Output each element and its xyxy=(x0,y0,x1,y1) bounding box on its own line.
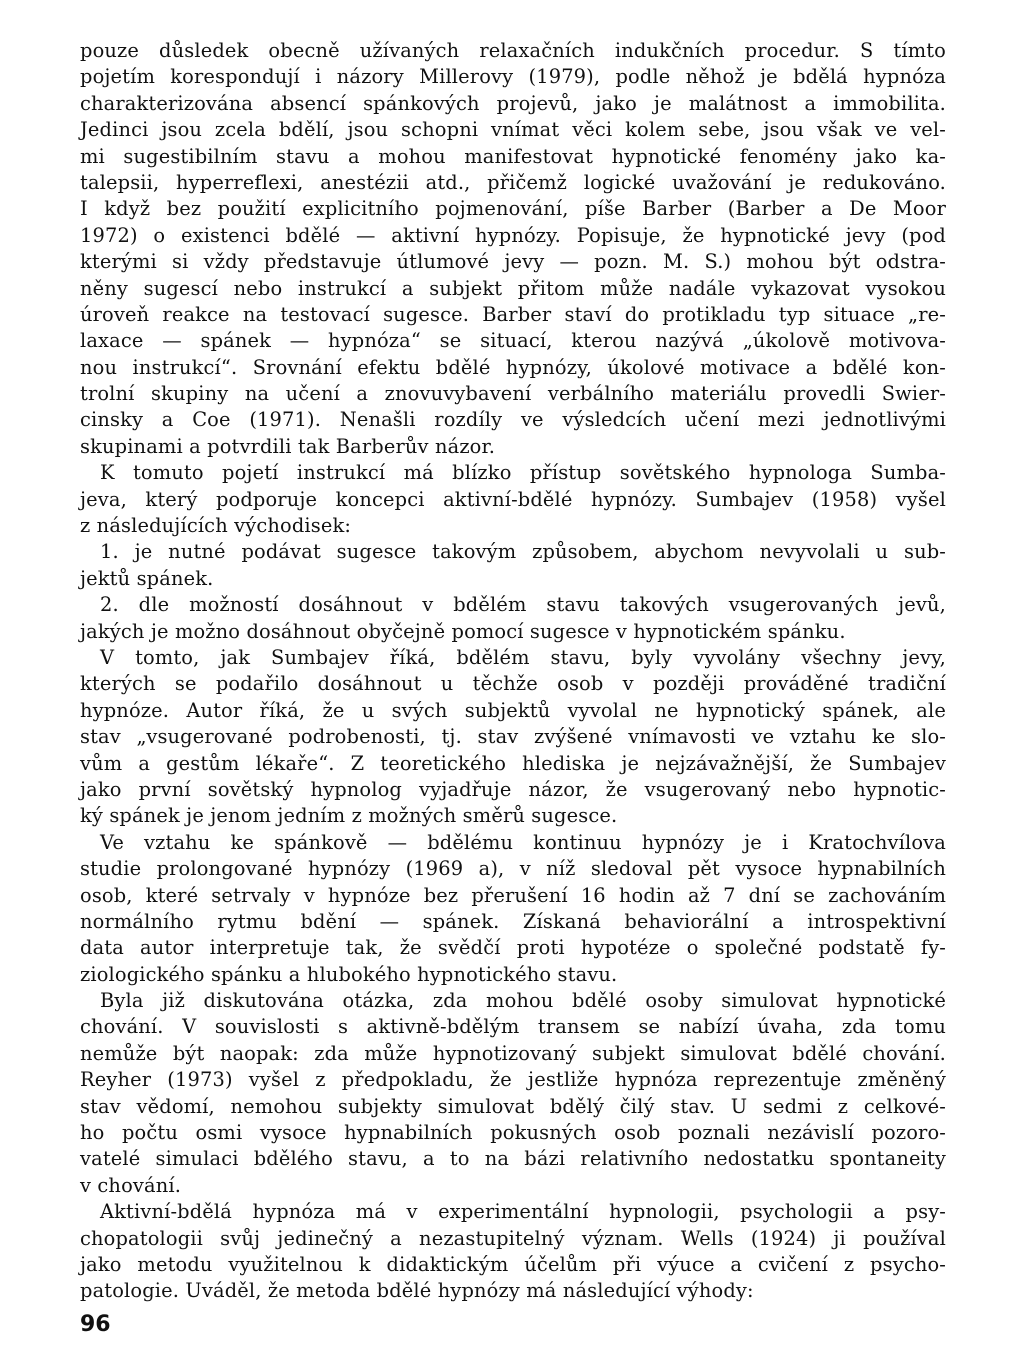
text-line: jako metodu využitelnou k didaktickým účelům při výuce a cvičení z psycho- xyxy=(80,1252,946,1276)
text-line: úroveň reakce na testovací sugesce. Barber staví do protikladu typ situace „re- xyxy=(80,302,946,326)
text-line: Byla již diskutována otázka, zda mohou bdělé osoby simulovat hypnotické xyxy=(100,989,946,1013)
text-line: patologie. Uváděl, že metoda bdělé hypnózy má následující výhody: xyxy=(80,1279,754,1303)
text-line: 1. je nutné podávat sugesce takovým způsobem, abychom nevyvolali u sub- xyxy=(100,540,946,564)
text-line: jeva, který podporuje koncepci aktivní-bdělé hypnózy. Sumbajev (1958) vyšel xyxy=(80,487,946,511)
text-line: pouze důsledek obecně užívaných relaxačních indukčních procedur. S tímto xyxy=(80,39,946,62)
text-line: V tomto, jak Sumbajev říká, bdělém stavu, byly vyvolány všechny jevy, xyxy=(100,645,946,669)
text-line: K tomuto pojetí instrukcí má blízko přístup sovětského hypnologa Sumba- xyxy=(100,461,946,485)
text-line: cinsky a Coe (1971). Nenašli rozdíly ve výsledcích učení mezi jednotlivými xyxy=(80,408,946,432)
text-line: pojetím korespondují i názory Millerovy (1979), podle něhož je bdělá hypnóza xyxy=(80,65,946,89)
page-number: 96 xyxy=(80,1312,111,1337)
page-body xyxy=(80,38,946,1305)
text-line: kterými si vždy představuje útlumové jevy — pozn. M. S.) mohou být odstra- xyxy=(80,250,946,274)
text-line: vatelé simulaci bdělého stavu, a to na bázi relativního nedostatku spontaneity xyxy=(80,1147,946,1171)
text-line: vům a gestům lékaře“. Z teoretického hlediska je nejzávažnější, že Sumbajev xyxy=(80,751,946,775)
text-line: nou instrukcí“. Srovnání efektu bdělé hypnózy, úkolové motivace a bdělé kon- xyxy=(80,355,946,379)
text-line: data autor interpretuje tak, že svědčí proti hypotéze o společné podstatě fy- xyxy=(80,936,946,960)
text-line: ho počtu osmi vysoce hypnabilních pokusných osob poznali nezávislí pozoro- xyxy=(80,1121,946,1145)
text-line: Jedinci jsou zcela bdělí, jsou schopni vnímat věci kolem sebe, jsou však ve vel- xyxy=(80,118,946,142)
text-line: stav „vsugerované podrobenosti, tj. stav zvýšené vnímavosti ve vztahu ke slo- xyxy=(80,725,946,749)
text-line: charakterizována absencí spánkových projevů, jako je malátnost a immobilita. xyxy=(80,91,946,115)
text-line: Reyher (1973) vyšel z předpokladu, že jestliže hypnóza reprezentuje změněný xyxy=(80,1068,946,1092)
text-line: hypnóze. Autor říká, že u svých subjektů vyvolal ne hypnotický spánek, ale xyxy=(80,698,946,722)
text-line: laxace — spánek — hypnóza“ se situací, kterou nazývá „úkolově motivova- xyxy=(80,329,946,353)
text-line: v chování. xyxy=(80,1173,182,1197)
text-line: ziologického spánku a hlubokého hypnotického stavu. xyxy=(80,962,618,986)
text-line: Ve vztahu ke spánkově — bdělému kontinuu hypnózy je i Kratochvílova xyxy=(100,830,946,854)
text-line: 1972) o existenci bdělé — aktivní hypnózy. Popisuje, že hypnotické jevy (pod xyxy=(80,223,946,247)
text-line: jektů spánek. xyxy=(80,566,214,590)
text-line: chování. V souvislosti s aktivně-bdělým transem se nabízí úvaha, zda tomu xyxy=(80,1015,946,1039)
text-line: stav vědomí, nemohou subjekty simulovat bdělý čilý stav. U sedmi z celkové- xyxy=(80,1094,946,1118)
text-line: 2. dle možností dosáhnout v bdělém stavu takových vsugerovaných jevů, xyxy=(100,593,946,617)
text-line: normálního rytmu bdění — spánek. Získaná behaviorální a introspektivní xyxy=(80,909,946,933)
text-line: Aktivní-bdělá hypnóza má v experimentální hypnologii, psychologii a psy- xyxy=(100,1200,946,1224)
text-line: ký spánek je jenom jedním z možných směrů sugesce. xyxy=(80,804,618,828)
text-line: nemůže být naopak: zda může hypnotizovaný subjekt simulovat bdělé chování. xyxy=(80,1041,946,1065)
text-line: studie prolongované hypnózy (1969 a), v níž sledoval pět vysoce hypnabilních xyxy=(80,857,946,881)
text-line: něny sugescí nebo instrukcí a subjekt přitom může nadále vykazovat vysokou xyxy=(80,276,946,300)
text-line: osob, které setrvaly v hypnóze bez přerušení 16 hodin až 7 dní se zachováním xyxy=(80,883,946,907)
text-line: talepsii, hyperreflexi, anestézii atd., přičemž logické uvažování je redukováno. xyxy=(80,170,946,194)
text-line: trolní skupiny na učení a znovuvybavení verbálního materiálu provedli Swier- xyxy=(80,382,946,406)
text-line: I když bez použití explicitního pojmenování, píše Barber (Barber a De Moor xyxy=(80,197,946,221)
text-line: jakých je možno dosáhnout obyčejně pomocí sugesce v hypnotickém spánku. xyxy=(80,619,846,643)
text-line: z následujících východisek: xyxy=(80,514,352,538)
text-line: kterých se podařilo dosáhnout u těchže osob v později prováděné tradiční xyxy=(80,672,946,696)
text-line: skupinami a potvrdili tak Barberův názor. xyxy=(80,434,496,458)
text-line: chopatologii svůj jedinečný a nezastupitelný význam. Wells (1924) ji používal xyxy=(80,1226,946,1250)
text-line: jako první sovětský hypnolog vyjadřuje názor, že vsugerovaný nebo hypnotic- xyxy=(80,777,946,801)
text-line: mi sugestibilním stavu a mohou manifestovat hypnotické fenomény jako ka- xyxy=(80,144,946,168)
